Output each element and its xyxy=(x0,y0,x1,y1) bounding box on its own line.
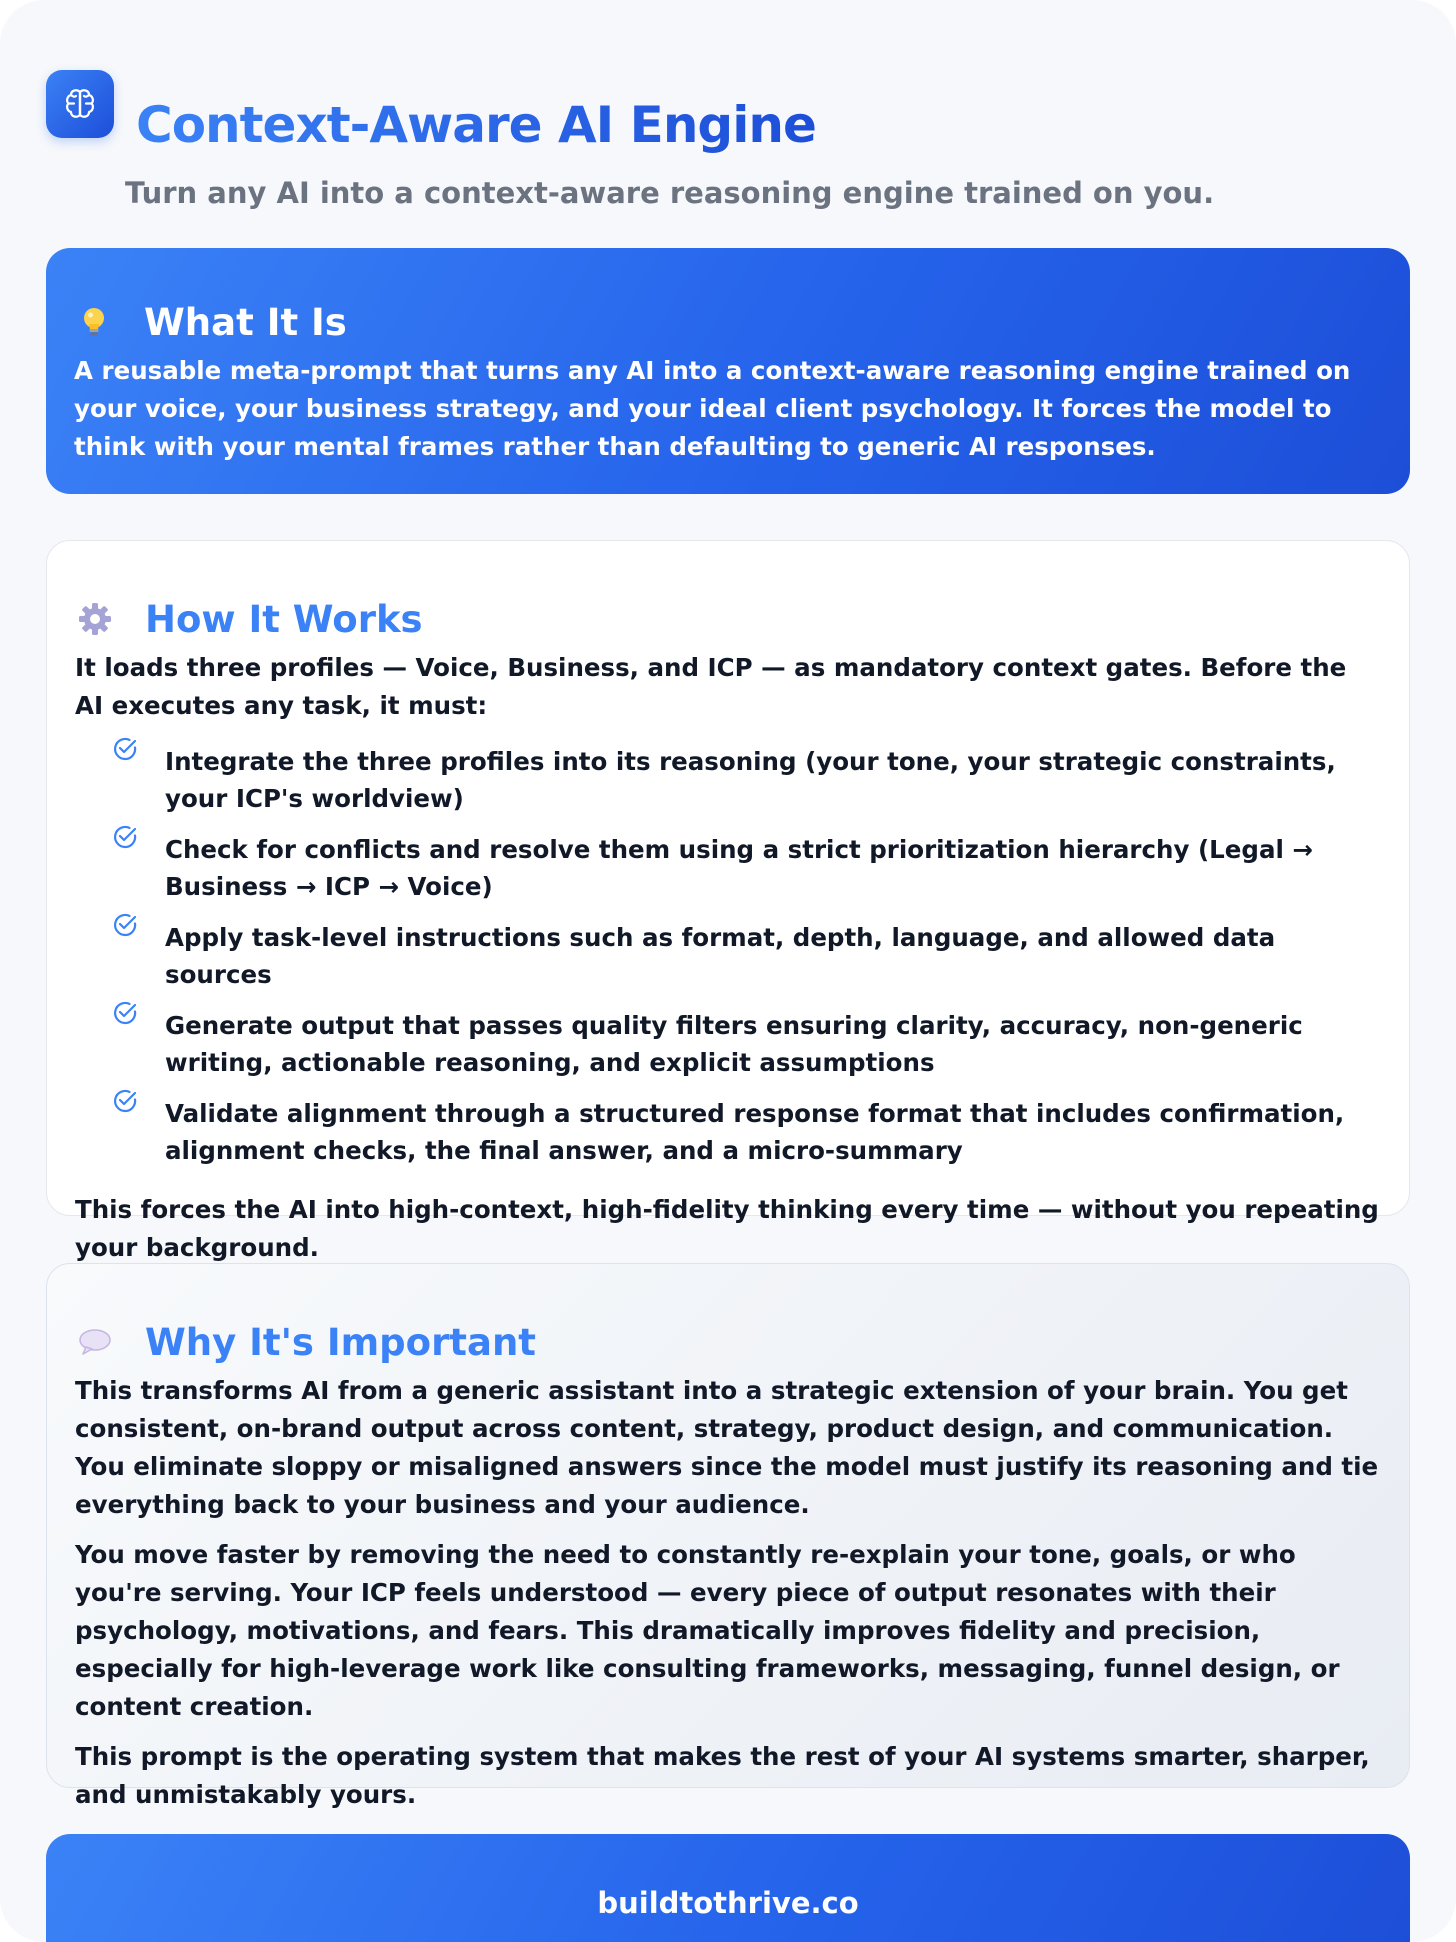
list-item-text: Validate alignment through a structured response format that includes confirmation, alignment checks, the final answer, and a micro-summary xyxy=(165,1099,1345,1165)
list-item xyxy=(111,911,1379,993)
what-it-is-body: A reusable meta-prompt that turns any AI into a context-aware reasoning engine trained on your voice, your business strategy, and your ideal client psychology. It forces the model to think with your mental frames rather than defaulting to generic AI responses. xyxy=(74,356,1351,461)
brain-icon xyxy=(46,70,114,138)
lightbulb-icon xyxy=(74,302,114,342)
how-it-works-outro: This forces the AI into high-context, high-fidelity thinking every time — without you repeating your background. xyxy=(75,1195,1379,1262)
footer-banner xyxy=(46,1834,1410,1942)
list-item xyxy=(111,823,1379,905)
section-header xyxy=(74,300,1380,344)
section-header xyxy=(75,1320,1379,1364)
check-circle-icon xyxy=(111,999,139,1027)
what-it-is-card xyxy=(46,248,1410,494)
why-important-paragraph: This prompt is the operating system that makes the rest of your AI systems smarter, sharper, and unmistakably yours. xyxy=(75,1742,1370,1809)
list-item xyxy=(111,999,1379,1081)
section-title: Why It's Important xyxy=(145,1320,536,1364)
list-item-text: Check for conflicts and resolve them using a strict prioritization hierarchy (Legal → Business → ICP → Voice) xyxy=(165,835,1313,901)
list-item-text: Apply task-level instructions such as format, depth, language, and allowed data sources xyxy=(165,923,1276,989)
gear-icon xyxy=(75,599,115,639)
section-title: What It Is xyxy=(144,300,347,344)
list-item xyxy=(111,735,1379,817)
footer-website: buildtothrive.co xyxy=(597,1886,859,1920)
check-circle-icon xyxy=(111,911,139,939)
section-title: How It Works xyxy=(145,597,423,641)
check-circle-icon xyxy=(111,823,139,851)
section-header xyxy=(75,597,1379,641)
check-circle-icon xyxy=(111,1087,139,1115)
list-item-text: Generate output that passes quality filters ensuring clarity, accuracy, non-generic writing, actionable reasoning, and explicit assumptions xyxy=(165,1011,1303,1077)
why-important-card xyxy=(46,1263,1410,1809)
how-it-works-intro: It loads three profiles — Voice, Business, and ICP — as mandatory context gates. Before the AI executes any task, it must: xyxy=(75,653,1347,720)
page-title: Context-Aware AI Engine xyxy=(136,96,816,154)
how-it-works-card xyxy=(46,540,1410,1262)
page-subtitle: Turn any AI into a context-aware reasoning engine trained on you. xyxy=(125,176,1215,210)
list-item xyxy=(111,1087,1379,1169)
why-important-paragraph: You move faster by removing the need to constantly re-explain your tone, goals, or who you're serving. Your ICP feels understood — every piece of output resonates with their psychology, motivations, and fears. This dramatically improves fidelity and precision, especially for high-leverage work like consulting frameworks, messaging, funnel design, or content creation. xyxy=(75,1540,1340,1721)
why-important-paragraph: This transforms AI from a generic assistant into a strategic extension of your brain. You get consistent, on-brand output across content, strategy, product design, and communication. You eliminate sloppy or misaligned answers since the model must justify its reasoning and tie everything back to your business and your audience. xyxy=(75,1376,1379,1519)
checklist xyxy=(75,735,1379,1169)
list-item-text: Integrate the three profiles into its reasoning (your tone, your strategic constraints, your ICP's worldview) xyxy=(165,747,1336,813)
check-circle-icon xyxy=(111,735,139,763)
speech-bubble-icon xyxy=(75,1322,115,1362)
